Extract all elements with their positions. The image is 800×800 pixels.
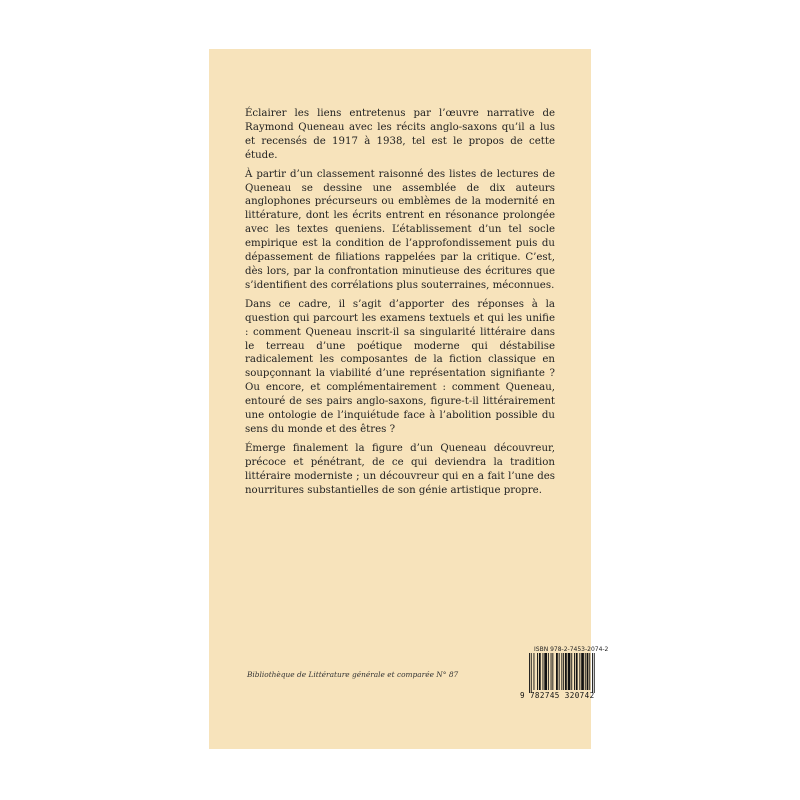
book-back-cover [209,49,609,749]
blurb-paragraph-2: À partir d’un classement raisonné des listes de lectures de Queneau se dessine une assemblée de dix auteurs anglophones précurseurs ou emblèmes de la modernité en littérature, dont les écrits entrent en résonance prolongée avec les textes queniens. L’établissement d’un tel socle empirique est la condition de l’approfondissement puis du dépassement de filiations rappelées par la critique. C’est, dès lors, par la confrontation minutieuse des écritures que s’identifient des corrélations plus souterraines, méconnues. [245,168,555,291]
blurb-text [245,107,555,502]
isbn-label: ISBN 978-2-7453-2074-2 [534,646,609,653]
blurb-paragraph-3: Dans ce cadre, il s’agit d’apporter des réponses à la question qui parcourt les examens textuels et qui les unifie : comment Queneau inscrit-il sa singularité littéraire dans le terreau d’une poétique moderne qui déstabilise radicalement les composantes de la fiction classique en soupçonnant la viabilité d’une représentation signifiante ? Ou encore, et complémentairement : comment Queneau, entouré de ses pairs anglo-saxons, figure-t-il littérairement une ontologie de l’inquiétude face à l’abolition possible du sens du monde et des êtres ? [245,298,555,435]
blurb-paragraph-4: Émerge finalement la figure d’un Queneau découvreur, précoce et pénétrant, de ce qui deviendra la tradition littéraire moderniste ; un découvreur qui en a fait l’une des nourritures substantielles de son génie artistique propre. [245,442,555,496]
barcode-icon [527,653,600,693]
blurb-paragraph-1: Éclairer les liens entretenus par l’œuvre narrative de Raymond Queneau avec les récits anglo-saxons qu’il a lus et recensés de 1917 à 1938, tel est le propos de cette étude. [245,108,555,161]
barcode-digits: 9 782745 320742 [520,691,595,700]
series-title: Bibliothèque de Littérature générale et comparée N° 87 [247,670,459,679]
